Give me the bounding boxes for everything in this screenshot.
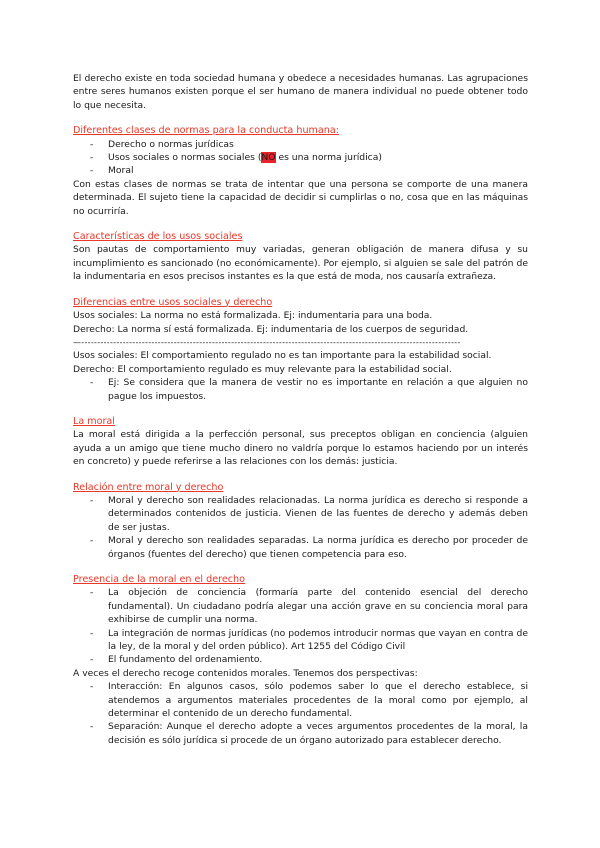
- paragraph-clases: Con estas clases de normas se trata de intentar que una persona se comporte de una manera determinada. El sujeto tiene la capacidad de decidir si cumplirlas o no, cosa que en las máquinas no ocurriría.: [73, 178, 528, 217]
- list-item: - Separación: Aunque el derecho adopte a veces argumentos procedentes de la moral, la decisión es sólo jurídica si procede de un órgano autorizado para establecer derecho.: [73, 720, 528, 747]
- list-item: - Derecho o normas jurídicas: [73, 138, 528, 151]
- list-clases-normas: [73, 138, 528, 178]
- heading-diferencias: Diferencias entre usos sociales y derecho: [73, 296, 273, 308]
- list-item: - Ej: Se considera que la manera de vestir no es importante en relación a que alguien no pague los impuestos.: [73, 376, 528, 403]
- paragraph-usos-sociales: Son pautas de comportamiento muy variadas, generan obligación de manera difusa y su incumplimiento es sancionado (no económicamente). Por ejemplo, si alguien se sale del patrón de la indumentaria en esos precisos instantes es la que está de moda, nos causaría extrañeza.: [73, 244, 528, 283]
- list-relacion: [73, 494, 528, 561]
- list-item: - Moral y derecho son realidades separadas. La norma jurídica es derecho por proceder de órganos (fuentes del derecho) que tienen competencia para eso.: [73, 534, 528, 561]
- list-item: - La integración de normas jurídicas (no podemos introducir normas que vayan en contra de la ley, de la moral y del orden público). Art 1255 del Código Civil: [73, 627, 528, 654]
- paragraph-perspectivas: A veces el derecho recoge contenidos morales. Tenemos dos perspectivas:: [73, 667, 418, 679]
- list-item: - La objeción de conciencia (formaría parte del contenido esencial del derecho fundamental). Un ciudadano podría alegar una acción grave en su conciencia moral para exhibirse de cumplir una norma.: [73, 586, 528, 626]
- highlight-no: NO: [261, 152, 276, 164]
- line-derecho-1: Derecho: La norma sí está formalizada. Ej: indumentaria de los cuerpos de seguridad.: [73, 323, 469, 335]
- heading-clases-normas: Diferentes clases de normas para la conducta humana:: [73, 125, 339, 137]
- heading-moral: La moral: [73, 415, 115, 427]
- list-item: - Moral y derecho son realidades relacionadas. La norma jurídica es derecho si responde a determinados contenidos de justicia. Vienen de las fuentes de derecho y además deben de ser justas.: [73, 494, 528, 534]
- list-item: - Usos sociales o normas sociales (NO es una norma jurídica): [73, 151, 528, 164]
- paragraph-moral: La moral está dirigida a la perfección personal, sus preceptos obligan en conciencia (alguien ayuda a un amigo que tiene mucho dinero no valdría porque lo estamos haciendo por un interés en concreto) y puede referirse a las relaciones con los demás: justicia.: [73, 429, 528, 468]
- heading-presencia: Presencia de la moral en el derecho: [73, 574, 245, 585]
- intro-paragraph: El derecho existe en toda sociedad humana y obedece a necesidades humanas. Las agrupaciones entre seres humanos existen porque el ser humano de manera individual no puede obtener todo lo que necesita.: [73, 73, 528, 111]
- heading-usos-sociales: Características de los usos sociales: [73, 231, 243, 243]
- list-presencia: [73, 586, 528, 666]
- list-perspectivas: [73, 680, 528, 747]
- line-usos-sociales-2: Usos sociales: El comportamiento regulado no es tan importante para la estabilidad social.: [73, 350, 492, 362]
- list-item: - El fundamento del ordenamiento.: [73, 653, 528, 666]
- line-usos-sociales-1: Usos sociales: La norma no está formalizada. Ej: indumentaria para una boda.: [73, 310, 433, 322]
- list-item: - Interacción: En algunos casos, sólo podemos saber lo que el derecho establece, si atendemos a argumentos materiales procedentes de la moral como por ejemplo, al determinar el contenido de un derecho fundamental.: [73, 680, 528, 720]
- line-derecho-2: Derecho: El comportamiento regulado es muy relevante para la estabilidad social.: [73, 363, 452, 375]
- document-body: [73, 72, 528, 747]
- heading-relacion: Relación entre moral y derecho: [73, 481, 224, 493]
- list-item: - Moral: [73, 164, 528, 177]
- separator-line: —-----------------------------------------------------------------------------------------------------------------------: [73, 337, 461, 347]
- list-diferencias: [73, 376, 528, 403]
